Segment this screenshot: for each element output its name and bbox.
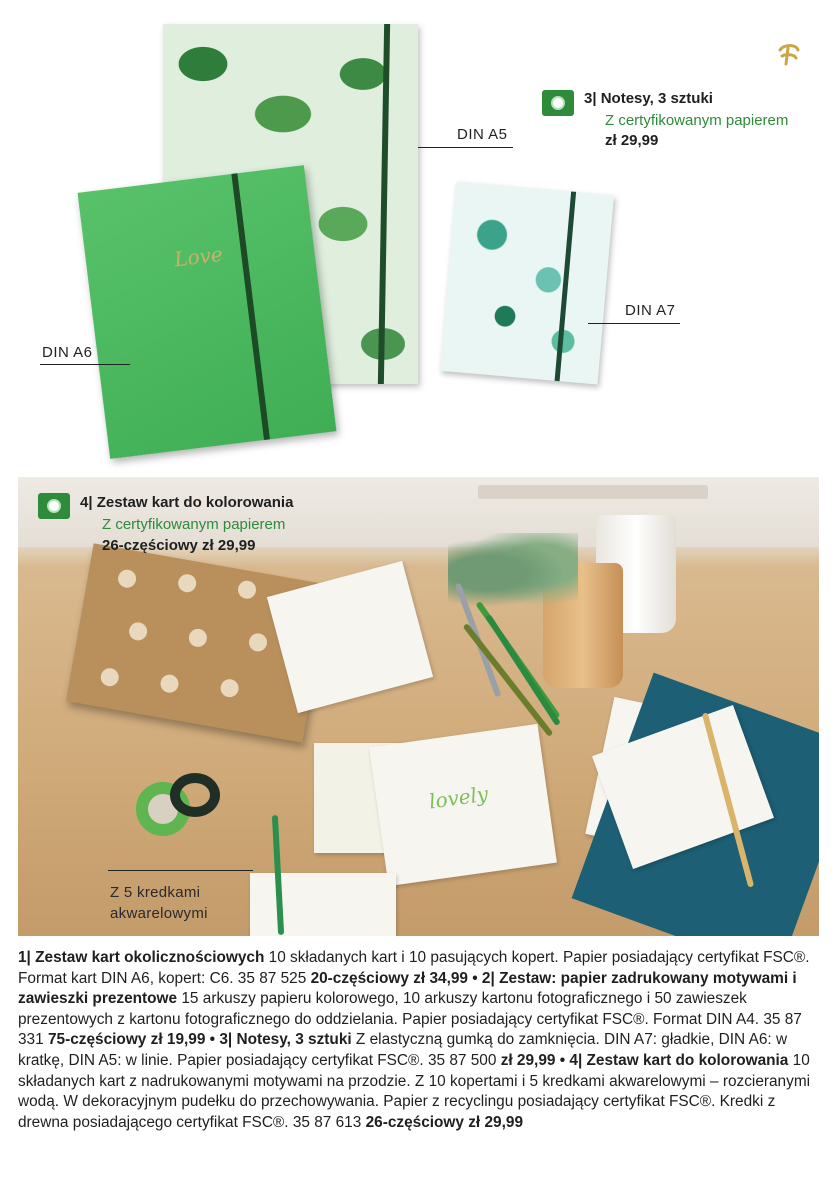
size-label-a5: DIN A5	[457, 126, 508, 143]
desc-product-4-text: 10 składanych kart z nadrukowanymi motywami na przodzie. Z 10 kopertami i 5 kredkami akwarelowymi – rozcieranymi wodą. W dekoracyjnym pudełku do przechowywania. Papier z recyclingu posiadający certyfikat FSC®. Kredki z drewna posiadającego certyfikat FSC®. 35 87 613	[18, 1051, 811, 1131]
desc-product-3-text: Z elastyczną gumką do zamknięcia. DIN A7: gładkie, DIN A6: w kratkę, DIN A5: w linie. Papier posiadający certyfikat FSC®. 35 87 500	[18, 1031, 788, 1069]
pencils-caption-line1: Z 5 kredkami	[110, 884, 201, 901]
a7-callout-line	[588, 323, 680, 324]
lovely-card-text: lovely	[427, 781, 490, 814]
desc-product-1-text: 10 składanych kart i 10 pasujących kopert. Papier posiadający certyfikat FSC®. Format kart DIN A6, kopert: C6. 35 87 525	[18, 949, 810, 987]
certification-badge-icon	[542, 90, 574, 116]
pencils-callout-line	[108, 870, 253, 871]
product-3-price: zł 29,99	[605, 132, 659, 149]
desc-product-3-price: zł 29,99 • 4| Zestaw kart do kolorowania	[500, 1051, 789, 1069]
desc-product-2-text: 15 arkuszy papieru kolorowego, 10 arkuszy kartonu fotograficznego i 50 zawieszek prezentowych z kartonu fotograficznego do oddzielania. Papier posiadający certyfikat FSC®. Format DIN A4. 35 87 331	[18, 990, 802, 1049]
a6-callout-line	[40, 364, 130, 365]
desc-product-2-price: 75-częściowy zł 19,99 • 3| Notesy, 3 sztuki	[47, 1031, 352, 1049]
desc-product-1-price: 20-częściowy zł 34,99 • 2| Zestaw: papier zadrukowany motywami i zawieszki prezentowe	[18, 969, 797, 1008]
elastic-band	[231, 173, 270, 440]
product-3-subtitle: Z certyfikowanym papierem	[605, 112, 789, 129]
patterned-card-image	[250, 873, 396, 936]
dark-tape-roll	[170, 773, 220, 817]
desc-product-4-price: 26-częściowy zł 29,99	[365, 1113, 524, 1131]
pencils-caption-line2: akwarelowymi	[110, 905, 208, 922]
notebook-a7-image	[440, 181, 614, 384]
product-4-subtitle: Z certyfikowanym papierem	[102, 516, 286, 533]
product-3-title: 3| Notesy, 3 sztuki	[584, 90, 713, 107]
notebook-a6-image	[78, 165, 337, 459]
elastic-band	[555, 191, 577, 381]
notebook-cover-text: Love	[172, 241, 224, 272]
a5-callout-line	[418, 147, 513, 148]
size-label-a7: DIN A7	[625, 302, 676, 319]
drawer-handle	[478, 485, 708, 499]
product-description	[18, 948, 820, 1133]
brand-logo-icon	[772, 40, 804, 72]
desc-product-1-title: 1| Zestaw kart okolicznościowych	[18, 949, 265, 966]
product-4-price: 26-częściowy zł 29,99	[102, 537, 256, 554]
elastic-band	[378, 24, 390, 384]
certification-badge-icon	[38, 493, 70, 519]
lovely-card-image	[369, 724, 557, 886]
size-label-a6: DIN A6	[42, 344, 93, 361]
product-4-title: 4| Zestaw kart do kolorowania	[80, 494, 294, 511]
eucalyptus-image	[448, 533, 578, 613]
